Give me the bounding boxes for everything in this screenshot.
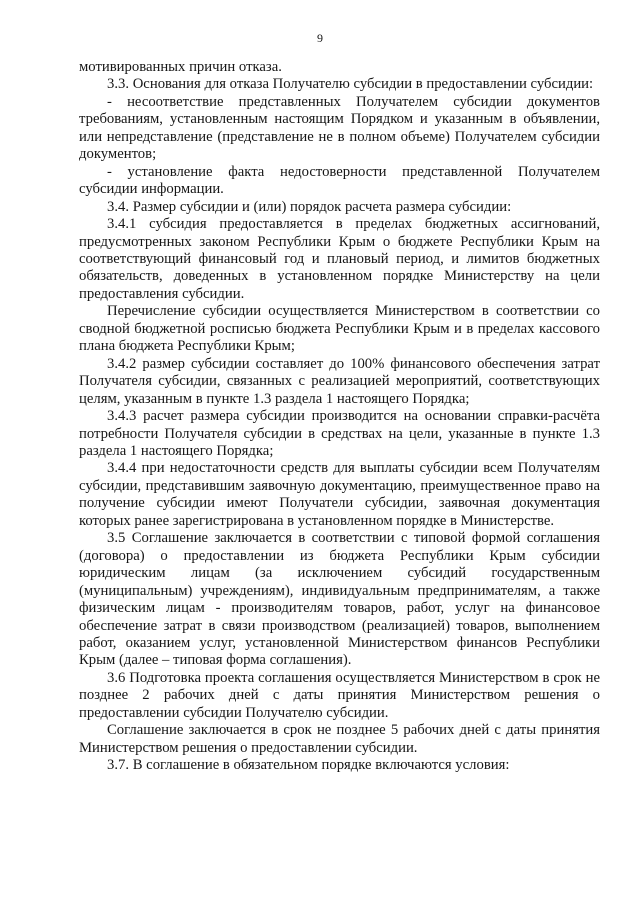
paragraph-3-4-2: 3.4.2 размер субсидии составляет до 100% финансового обеспечения затрат Получателя субсидии, связанных с реализацией мероприятий, соответствующих целям, указанным в пункте 1.3 раздела 1 настоящего Порядка; (79, 355, 600, 407)
page-number: 9 (317, 31, 323, 45)
paragraph-3-7: 3.7. В соглашение в обязательном порядке включаются условия: (107, 757, 510, 774)
paragraph-transfer: Перечисление субсидии осуществляется Министерством в соответствии со сводной бюджетной росписью бюджета Республики Крым и в пределах кассового плана бюджета Республики Крым; (79, 303, 600, 355)
document-body (79, 59, 600, 775)
paragraph-3-4-3: 3.4.3 расчет размера субсидии производится на основании справки-расчёта потребности Получателя субсидии в средствах на цели, указанные в пункте 1.3 раздела 1 настоящего Порядка; (79, 408, 600, 459)
paragraph-continuation: мотивированных причин отказа. (79, 59, 282, 75)
paragraph-3-6: 3.6 Подготовка проекта соглашения осуществляется Министерством в срок не позднее 2 рабочих дней с даты принятия Министерством решения о предоставлении субсидии Получателю субсидии. (79, 669, 600, 721)
paragraph-3-4-4: 3.4.4 при недостаточности средств для выплаты субсидии всем Получателям субсидии, представившим заявочную документацию, преимущественное право на получение субсидии имеют Получатели субсидии, заявочная документация которых ранее зарегистрирована в установленном порядке в Министерстве. (79, 460, 600, 529)
paragraph-3-4: 3.4. Размер субсидии и (или) порядок расчета размера субсидии: (107, 198, 512, 215)
paragraph-3-4-1: 3.4.1 субсидия предоставляется в пределах бюджетных ассигнований, предусмотренных законом Республики Крым о бюджете Республики Крым на соответствующий финансовый год и плановый период, и лимитов бюджетных обязательств, доведенных в установленном порядке Министерству на цели предоставления субсидии. (79, 216, 600, 302)
paragraph-3-5: 3.5 Соглашение заключается в соответствии с типовой формой соглашения (договора) о предоставлении из бюджета Республики Крым субсидии юридическим лицам (за исключением субсидий государственным (муниципальным) учреждениям), индивидуальным предпринимателям, а также физическим лицам - производителям товаров, работ, услуг на финансовое обеспечение затрат в связи производством (реализацией) товаров, выполнением работ, оказанием услуг, установленной Министерством финансов Республики Крым (далее – типовая форма соглашения). (79, 530, 600, 669)
paragraph-3-3: 3.3. Основания для отказа Получателю субсидии в предоставлении субсидии: (107, 76, 594, 93)
paragraph-3-3-item-1: - несоответствие представленных Получателем субсидии документов требованиям, установленным настоящим Порядком и указанным в объявлении, или непредставление (представление не в полном объеме) Получателем субсидии документов; (79, 93, 600, 163)
paragraph-agreement-term: Соглашение заключается в срок не позднее 5 рабочих дней с даты принятия Министерством решения о предоставлении субсидии. (79, 722, 600, 756)
paragraph-3-3-item-2: - установление факта недостоверности представленной Получателем субсидии информации. (79, 163, 600, 198)
